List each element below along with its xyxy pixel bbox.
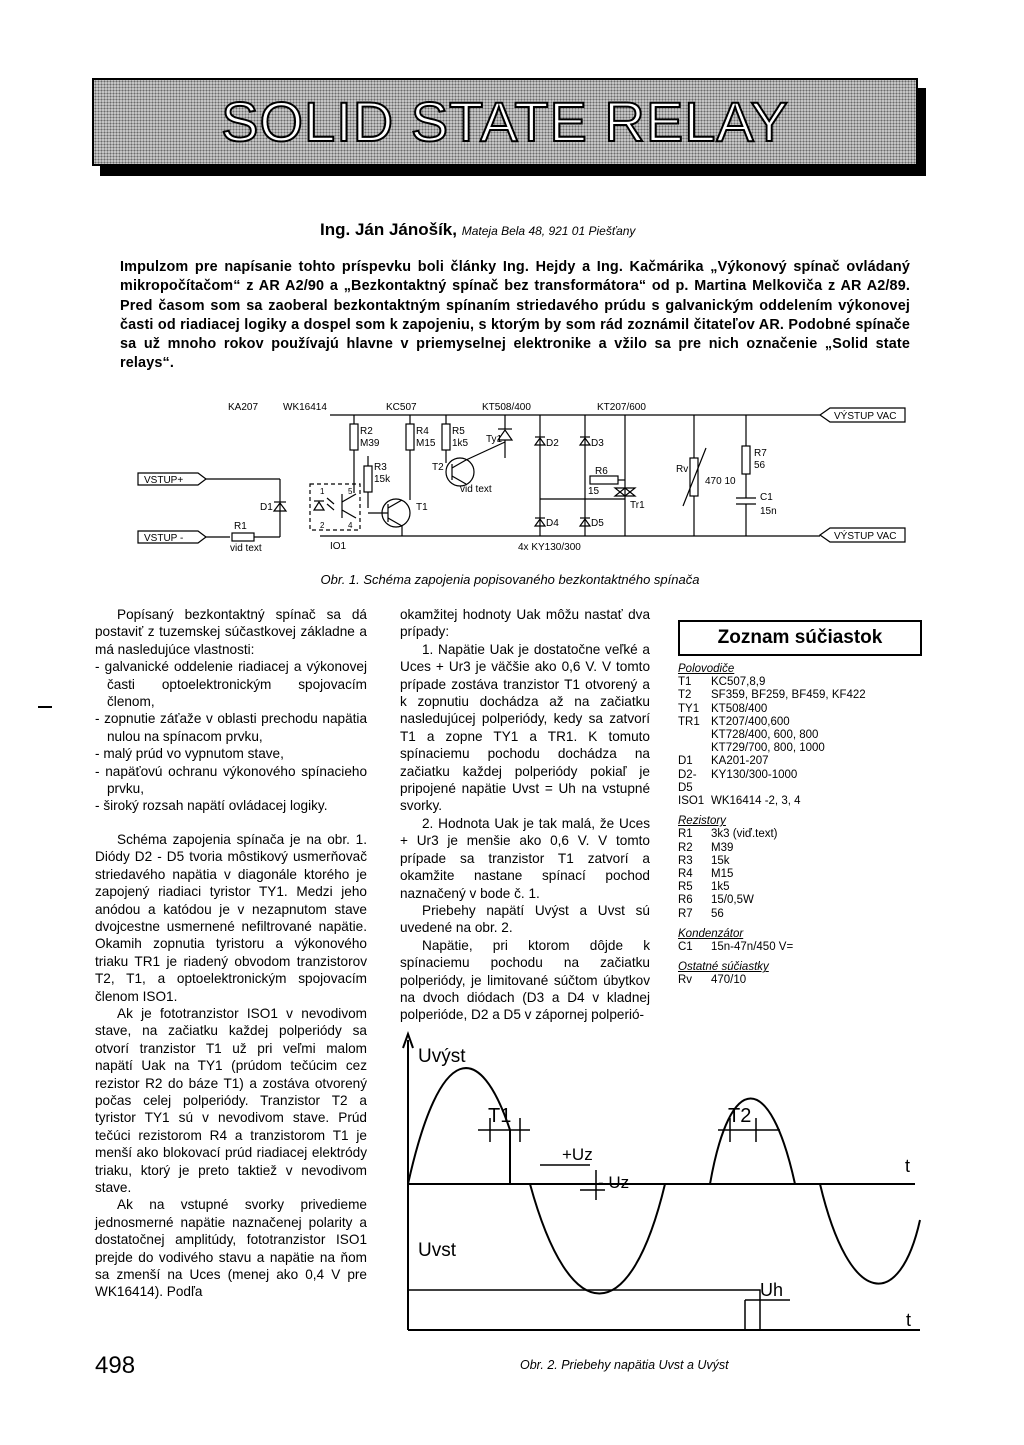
part-value: M15 [711,868,734,881]
part-value: KT728/400, 600, 800 [711,729,819,742]
part-value: 15n-47n/450 V= [711,941,794,954]
list-item: - galvanické oddelenie riadiacej a výkonovej časti optoelektronickým spojovacím členom, [95,658,367,710]
list-item: - napäťovú ochranu výkonového spínacieho prvku, [95,763,367,798]
label-t1: T1 [416,502,428,513]
part-value: 1k5 [711,881,730,894]
label-ka207: KA207 [228,402,259,413]
part-designator: R5 [678,881,693,894]
parts-group [678,961,922,987]
label-r1: R1 [234,521,247,532]
col1-paragraph-1: Popísaný bezkontaktný spínač sa dá postaviť z tuzemskej súčastkovej základne a má nasledujúce vlastnosti: [95,607,367,657]
page-title: SOLID STATE RELAY [221,90,789,153]
text-column-1 [95,606,367,1301]
part-value: WK16414 -2, 3, 4 [711,795,801,808]
parts-row [678,795,922,808]
col2-paragraph-1: okamžitej hodnoty Uak môžu nastať dva prípady: [400,607,650,640]
label-kt508: KT508/400 [482,402,531,413]
label-uvyst: Uvýst [418,1046,466,1067]
parts-group-heading: Polovodiče [678,663,735,675]
label-tr1: Tr1 [630,500,645,511]
parts-list [678,620,922,988]
label-kc507: KC507 [386,402,417,413]
figure-1-caption: Obr. 1. Schéma zapojenia popisovaného bezkontaktného spínača [320,572,700,587]
col2-paragraph-2: 1. Napätie Uak je dostatočne veľké a Uces + Ur3 je väčšie ako 0,6 V. V tomto prípade zostáva tranzistor T1 otvorený a k zopnutiu dochádza až na začiatku nasledujúcej polperiódy, kedy sa zatvorí T1 a zopne TY1 a TR1. K tomuto spínaciemu pochodu dochádza na začiatku každej polperiódy pokiaľ je pripojené napätie Uvst = Uh na vstupné svorky. [400,641,650,814]
label-15n: 15n [760,506,777,517]
parts-row [678,729,922,742]
col2-paragraph-5: Napätie, pri ktorom dôjde k spínaciemu pochodu na začiatku polperiódy, je limitované súčtom úbytkov na dvoch diódach (D3 a D4 v kladnej polperióde, D2 a D5 v zápornej polperió- [400,937,650,1023]
label-r2: R2 [360,426,373,437]
parts-row [678,769,922,795]
author-address: Mateja Bela 48, 921 01 Piešťany [461,224,636,238]
waveform-figure [400,1030,940,1350]
label-d4: D4 [546,518,559,529]
label-d1: D1 [260,502,273,513]
part-value: KY130/300-1000 [711,768,798,781]
parts-row [678,868,922,881]
label-15k: 15k [374,474,391,485]
part-value: KT207/400,600 [711,715,790,728]
label-t2: T2 [432,462,444,473]
part-value: KT729/700, 800, 1000 [711,742,825,755]
part-designator: R2 [678,841,693,854]
author-line [320,220,635,240]
part-designator: ISO1 [678,795,705,808]
label-vid-text-1: vid text [460,484,492,495]
label-c1: C1 [760,492,773,503]
part-value: M39 [711,841,734,854]
part-designator: C1 [678,941,693,954]
circuit-schematic [120,398,910,563]
part-designator: TY1 [678,702,700,715]
part-designator: T2 [678,689,692,702]
label-pin5: 5 [348,487,353,496]
col1-paragraph-4: Ak na vstupné svorky privedieme jednosmerné napätie naznačenej polarity a dostatočnej amplitúdy, fototranzistor ISO1 prejde do vodivého stavu a napätie na ňom sa zmenší na Uces (menej ako 0,4 V pre WK16414). Podľa [95,1197,367,1300]
text-column-2 [400,606,650,1024]
label-vstup-plus: VSTUP+ [144,475,184,486]
part-designator: R1 [678,828,693,841]
parts-row [678,742,922,755]
part-designator [678,729,711,742]
label-470-10: 470 10 [705,476,736,487]
label-plus-uz: +Uz [562,1145,593,1164]
input-waveform [408,1252,760,1330]
col2-paragraph-4: Priebehy napätí Uvýst a Uvst sú uvedené na obr. 2. [400,902,650,936]
label-minus-uz: - Uz [598,1173,630,1192]
label-m15: M15 [416,438,436,449]
label-56: 56 [754,460,766,471]
col2-paragraph-3: 2. Hodnota Uak je tak malá, že Uces + Ur3 je menšie ako 0,6 V. V tomto prípade sa tranzistor T1 zatvorí a okamžite nastane spínací pochod naznačený v bode č. 1. [400,815,650,901]
parts-row [678,755,922,768]
parts-group-heading: Kondenzátor [678,927,744,940]
list-item: - malý prúd vo vypnutom stave, [95,745,367,762]
part-designator: R7 [678,907,693,920]
label-pin4: 4 [348,521,353,530]
parts-row [678,855,922,868]
label-m39: M39 [360,438,380,449]
part-designator: R4 [678,868,693,881]
part-value: KT508/400 [711,702,768,715]
label-pin1: 1 [320,487,325,496]
parts-row [678,828,922,841]
label-r6: R6 [595,466,608,477]
col1-paragraph-3: Ak je fototranzistor ISO1 v nevodivom stave, na začiatku každej polperiódy sa otvorí tranzistor T1 už pri veľmi malom napätí Uak na TY1 (prúdom tečúcim cez rezistor R2 do báze T1) a zostáva otvorený počas celej polperiódy. Tranzistor T2 a tyristor TY1 sú v nevodivom stave. Prúd tečúci rezistorom R4 a tranzistorom T1 je menší ako blokovací prúd riadiacej elektródy triaku, ktorý je preto taktiež v nevodivom stave. [95,1005,367,1195]
parts-row [678,941,922,954]
parts-row [678,881,922,894]
parts-row [678,716,922,729]
part-designator: TR1 [678,715,700,728]
label-vystup-top: VÝSTUP VAC [834,411,897,422]
part-value: KA201-207 [711,755,769,768]
label-r7: R7 [754,448,767,459]
properties-list [95,658,367,815]
label-io1: IO1 [330,541,347,552]
part-value: 3k3 (viď.text) [711,828,778,841]
page-number: 498 [95,1352,136,1379]
label-vstup-minus: VSTUP - [144,533,184,544]
label-uh: Uh [760,1280,784,1300]
intro-paragraph: Impulzom pre napísanie tohto príspevku boli články Ing. Hejdy a Ing. Kačmárika „Výkonový spínač ovládaný mikropočítačom“ z AR A2/90 a „Bezkontaktný spínač bez transformátora“ od p. Martina Melkoviča z AR A2/89. Pred časom som sa zaoberal bezkontaktným spínaním striedavého prúdu s galvanickým oddelením výkonovej časti od riadiacej logiky a dospel som k zapojeniu, s ktorým by som rád zoznámil čitateľov AR. Podobné spínače sa už mnoho rokov používajú hlavne v priemyselnej elektronike a vžilo sa pre nich označenie „Solid state relays“. [120,259,910,372]
output-waveform [408,1068,920,1293]
parts-list-title: Zoznam súčiastok [678,620,922,656]
label-1k5: 1k5 [452,438,469,449]
parts-group-heading: Rezistory [678,815,726,828]
label-d3: D3 [591,438,604,449]
part-designator: D1 [678,755,693,768]
parts-group [678,815,922,921]
label-r5: R5 [452,426,465,437]
label-t-axis-2: t [906,1310,912,1330]
list-item: - zopnutie záťaže v oblasti prechodu napätia nulou na spínacom prvku, [95,710,367,745]
part-value: 15k [711,854,730,867]
figure-2-caption: Obr. 2. Priebehy napätia Uvst a Uvýst [520,1358,729,1372]
label-r3: R3 [374,462,387,473]
margin-mark [38,706,52,708]
label-rv: Rv [676,464,689,475]
part-designator: R6 [678,894,693,907]
parts-group [678,663,922,808]
part-value: 15/0,5W [711,894,754,907]
parts-group-heading: Ostatné súčiastky [678,961,769,974]
part-designator: R3 [678,854,693,867]
label-d2: D2 [546,438,559,449]
label-t1: T1 [488,1105,512,1127]
part-designator: T1 [678,676,692,689]
label-ty1: Ty1 [486,434,503,445]
part-value: 56 [711,907,724,920]
label-pin2: 2 [320,521,325,530]
part-value: SF359, BF259, BF459, KF422 [711,689,866,702]
label-t2: T2 [728,1105,752,1127]
parts-group [678,928,922,954]
label-vid-text-2: vid text [230,543,262,554]
parts-groups [678,663,922,988]
label-15: 15 [588,486,600,497]
part-designator: D2-D5 [678,768,697,794]
label-wk16414: WK16414 [283,402,327,413]
label-r4: R4 [416,426,429,437]
label-d5: D5 [591,518,604,529]
label-bridge: 4x KY130/300 [518,542,581,553]
label-kt207: KT207/600 [597,402,646,413]
part-designator: Rv [678,974,693,987]
parts-row [678,689,922,702]
label-vystup-bottom: VÝSTUP VAC [834,531,897,542]
parts-row [678,842,922,855]
author-name: Ing. Ján Jánošík, [320,220,457,239]
list-item: - široký rozsah napätí ovládacej logiky. [95,797,367,814]
parts-row [678,908,922,921]
parts-row [678,703,922,716]
col1-paragraph-2: Schéma zapojenia spínača je na obr. 1. Diódy D2 - D5 tvoria môstikový usmerňovač striedavého napätia v diagonále ktorého je zapojený riadiaci tyristor TY1. Medzi jeho anódou a katódou je v nezapnutom stave dvojcestne usmernené nefiltrované napätie. Okamih zopnutia tyristoru a výkonového triaku TR1 je riadený obvodom tranzistorov T2, T1, a optoelektronickým spojovacím členom ISO1. [95,831,367,1004]
parts-row [678,894,922,907]
part-value: 470/10 [711,974,747,987]
parts-row [678,974,922,987]
part-value: KC507,8,9 [711,676,766,689]
parts-row [678,676,922,689]
label-t-axis-1: t [905,1156,911,1176]
label-uvst: Uvst [418,1240,456,1261]
part-designator [678,742,711,755]
